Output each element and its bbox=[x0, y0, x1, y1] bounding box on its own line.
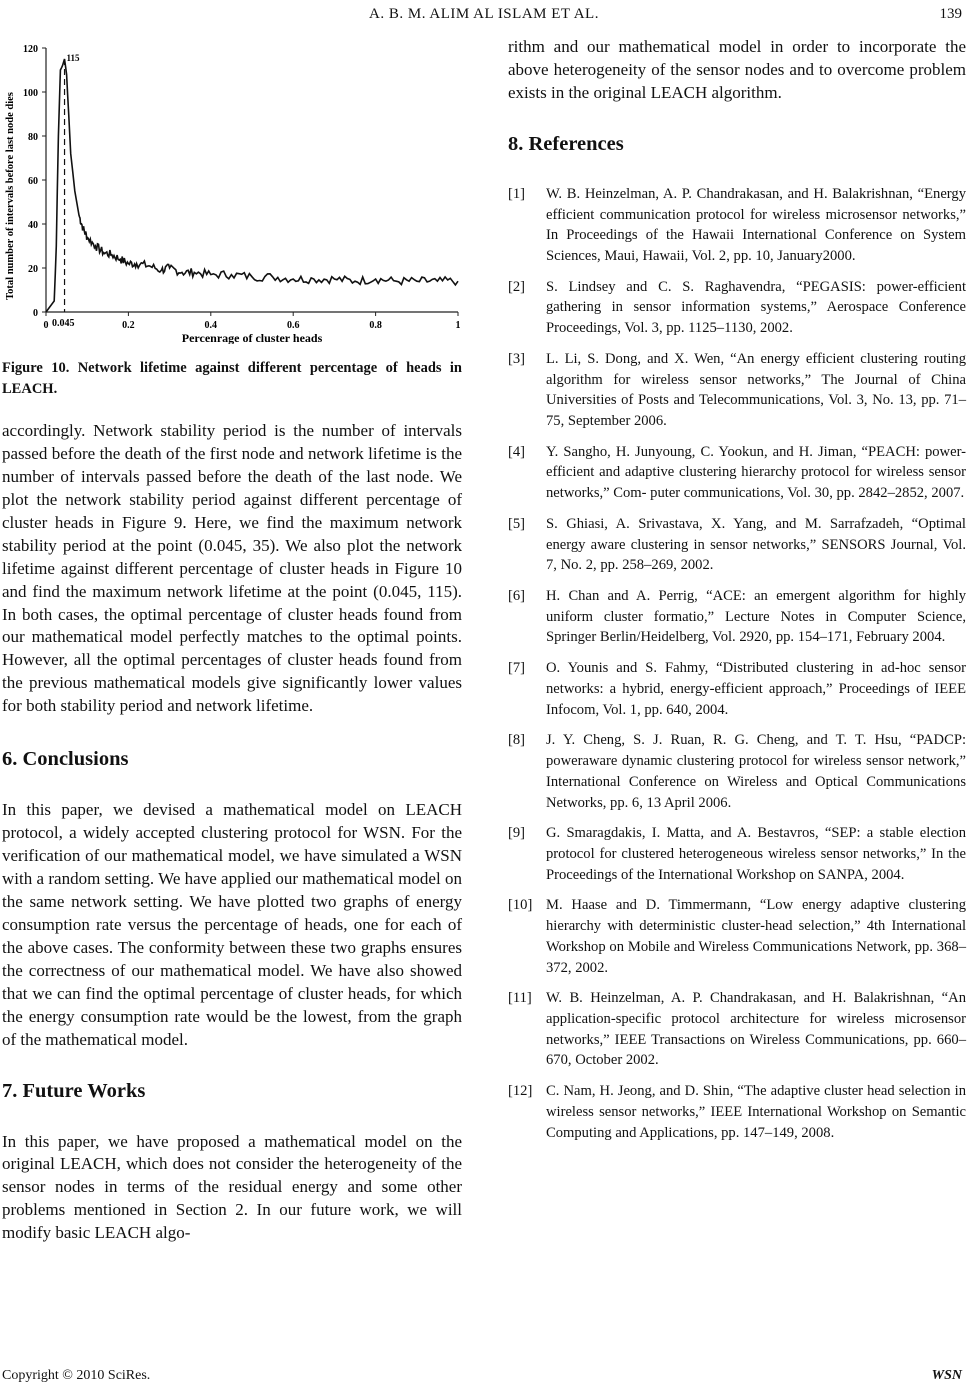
figure-10 bbox=[2, 36, 462, 344]
reference-text: H. Chan and A. Perrig, “ACE: an emergent algorithm for highly uniform cluster formatio,” Lecture Notes in Computer Science, Springer Berlin/Heidelberg, Vol. 2920, pp. 154–171, February 2004. bbox=[546, 588, 966, 646]
section-title-conclusions: 6. Conclusions bbox=[2, 748, 129, 771]
reference-item bbox=[508, 442, 966, 504]
reference-text: W. B. Heinzelman, A. P. Chandrakasan, and H. Balakrishnan, “An application-specific protocol architecture for wireless microsensor networks,” IEEE Transactions on Wireless Communications, pp. 660–670, October 2002. bbox=[546, 990, 966, 1069]
conclusions-paragraph: In this paper, we devised a mathematical model on LEACH protocol, a widely accepted clustering protocol for WSN. For the verification of our mathematical model, we have simulated a WSN with a random setting. We have applied our mathematical model on the same network setting. We have plotted two graphs of energy consumption rate versus the percentage of heads, one for each of the above cases. The conformity between these two graphs ensures the correctness of our mathematical model. We have also showed that we can find the optimal percentage of cluster heads, for which the energy consumption rate would be the lowest, from the graph of the mathematical model. bbox=[2, 800, 462, 1049]
y-tick-label: 80 bbox=[28, 132, 38, 143]
reference-number: [2] bbox=[508, 278, 526, 295]
reference-text: S. Lindsey and C. S. Raghavendra, “PEGASIS: power-efficient gathering in sensor information systems,” Aerospace Conference Proceedings, Vol. 3, pp. 1125–1130, 2002. bbox=[546, 278, 966, 337]
x-axis-label: Percenrage of cluster heads bbox=[181, 331, 323, 344]
x-tick-label: 1 bbox=[455, 320, 461, 331]
reference-item bbox=[508, 823, 966, 885]
reference-text: O. Younis and S. Fahmy, “Distributed clustering in ad-hoc sensor networks: a hybrid, energy-efficient approach,” Proceedings of IEEE Infocom, Vol. 1, pp. 640, 2004. bbox=[546, 660, 966, 718]
x-tick-label: 0.8 bbox=[369, 320, 382, 331]
reference-item bbox=[508, 658, 966, 720]
reference-text: G. Smaragdakis, I. Matta, and A. Bestavros, “SEP: a stable election protocol for clustered heterogeneous wireless sensor networks,” In the Proceedings of the International Workshop on SANPA, 2004. bbox=[546, 825, 966, 883]
future-works-paragraph: In this paper, we have proposed a mathematical model on the original LEACH, which does not consider the heterogeneity of the sensor nodes in terms of the residual energy and some other problems mentioned in Section 2. In our future work, we will modify basic LEACH algo- bbox=[2, 1131, 462, 1243]
body-paragraph: accordingly. Network stability period is the number of intervals passed before the death of the first node and network lifetime is the number of intervals passed before the death of the last node. We plot the network stability period against different percentage of cluster heads in Figure 9. Here, we find the maximum network stability period at the point (0.045, 35). We also plot the network lifetime against different percentage of cluster heads in Figure 10 and find the maximum network lifetime at the point (0.045, 115). In both cases, the optimal percentage of cluster heads found from our mathematical model perfectly matches to the optimal points. However, all the optimal percentages of cluster heads found from the previous mathematical models give significantly lower values for both stability period and network lifetime. bbox=[2, 421, 462, 716]
x-tick-label: 0.4 bbox=[204, 320, 218, 331]
reference-item bbox=[508, 514, 966, 576]
footer-journal: WSN bbox=[931, 1368, 962, 1383]
peak-annotation: 0.045 bbox=[52, 318, 75, 329]
footer-copyright: Copyright © 2010 SciRes. bbox=[2, 1368, 151, 1383]
reference-item bbox=[508, 184, 966, 267]
right-column bbox=[508, 36, 966, 1153]
reference-text: C. Nam, H. Jeong, and D. Shin, “The adaptive cluster head selection in wireless sensor networks,” IEEE International Workshop on Semantic Computing and Applications, pp. 147–149, 2008. bbox=[546, 1083, 966, 1141]
y-tick-label: 60 bbox=[28, 176, 38, 187]
reference-text: S. Ghiasi, A. Srivastava, X. Yang, and M. Sarrafzadeh, “Optimal energy aware clustering in sensor networks,” SENSORS Journal, Vol. 7, No. 2, pp. 258–269, 2002. bbox=[546, 515, 966, 574]
reference-number: [1] bbox=[508, 185, 526, 202]
reference-text: M. Haase and D. Timmermann, “Low energy adaptive clustering hierarchy with deterministic cluster-head selection,” 4th International Workshop on Mobile and Wireless Communications Network, pp. 368–372, 2002. bbox=[546, 897, 966, 976]
section-title-future-works: 7. Future Works bbox=[2, 1079, 146, 1102]
reference-item bbox=[508, 988, 966, 1071]
y-tick-label: 0 bbox=[33, 308, 38, 319]
chart-ticks bbox=[23, 44, 461, 331]
y-tick-label: 20 bbox=[28, 264, 38, 275]
reference-number: [9] bbox=[508, 825, 526, 842]
y-tick-label: 40 bbox=[28, 220, 38, 231]
future-works-continued: rithm and our mathematical model in order to incorporate the above heterogeneity of the sensor nodes and to overcome problem exists in the original LEACH algorithm. bbox=[508, 37, 966, 102]
y-axis-label: Total number of intervals before last node dies bbox=[5, 92, 16, 300]
reference-item bbox=[508, 895, 966, 978]
reference-number: [7] bbox=[508, 660, 526, 677]
figure-caption: Figure 10. Network lifetime against different percentage of heads in LEACH. bbox=[2, 360, 462, 398]
reference-item bbox=[508, 349, 966, 432]
left-column bbox=[2, 36, 462, 1245]
section-title-references: 8. References bbox=[508, 132, 624, 155]
y-tick-label: 120 bbox=[23, 44, 38, 55]
reference-text: W. B. Heinzelman, A. P. Chandrakasan, and H. Balakrishnan, “Energy efficient communication protocol for wireless microsensor networks,” In Proceedings of the Hawaii International Conference on System Sciences, Maui, Hawaii, Vol. 2, pp. 10, January2000. bbox=[546, 185, 966, 264]
reference-item bbox=[508, 730, 966, 813]
reference-number: [10] bbox=[508, 897, 533, 914]
reference-number: [6] bbox=[508, 588, 526, 605]
chart-axes bbox=[46, 48, 458, 312]
reference-number: [11] bbox=[508, 990, 532, 1007]
page-number: 139 bbox=[939, 6, 962, 22]
x-tick-label: 0 bbox=[43, 320, 49, 331]
reference-number: [8] bbox=[508, 732, 526, 749]
reference-number: [4] bbox=[508, 443, 526, 460]
peak-value-label: 115 bbox=[66, 53, 80, 63]
reference-item bbox=[508, 1081, 966, 1143]
reference-item bbox=[508, 277, 966, 339]
reference-text: L. Li, S. Dong, and X. Wen, “An energy efficient clustering routing algorithm for wireless sensor networks,” The Journal of China Universities of Posts and Telecommunications, Vol. 3, No. 13, pp. 71–75, September 2006. bbox=[546, 350, 966, 429]
x-tick-label: 0.2 bbox=[122, 320, 135, 331]
chart-plot-area bbox=[46, 53, 458, 312]
running-header: A. B. M. ALIM AL ISLAM ET AL. bbox=[369, 6, 599, 22]
reference-text: Y. Sangho, H. Junyoung, C. Yookun, and H. Jiman, “PEACH: power-efficient and adaptive clustering hierarchy protocol for wireless sensor networks,” Com- puter communications, Vol. 30, pp. 2842–2852, 2007. bbox=[546, 443, 966, 502]
reference-list bbox=[508, 184, 966, 1143]
reference-number: [12] bbox=[508, 1083, 533, 1100]
reference-number: [5] bbox=[508, 515, 526, 532]
x-tick-label: 0.6 bbox=[286, 320, 300, 331]
reference-item bbox=[508, 586, 966, 648]
reference-text: J. Y. Cheng, S. J. Ruan, R. G. Cheng, and T. T. Hsu, “PADCP: poweraware dynamic clustering protocol for wireless sensor network,” International Conference on Wireless and Optical Communications Networks, pp. 6, 13 April 2006. bbox=[546, 732, 966, 811]
network-lifetime-chart bbox=[2, 36, 462, 344]
y-tick-label: 100 bbox=[23, 88, 38, 99]
reference-number: [3] bbox=[508, 350, 526, 367]
lifetime-series-line bbox=[46, 59, 458, 312]
